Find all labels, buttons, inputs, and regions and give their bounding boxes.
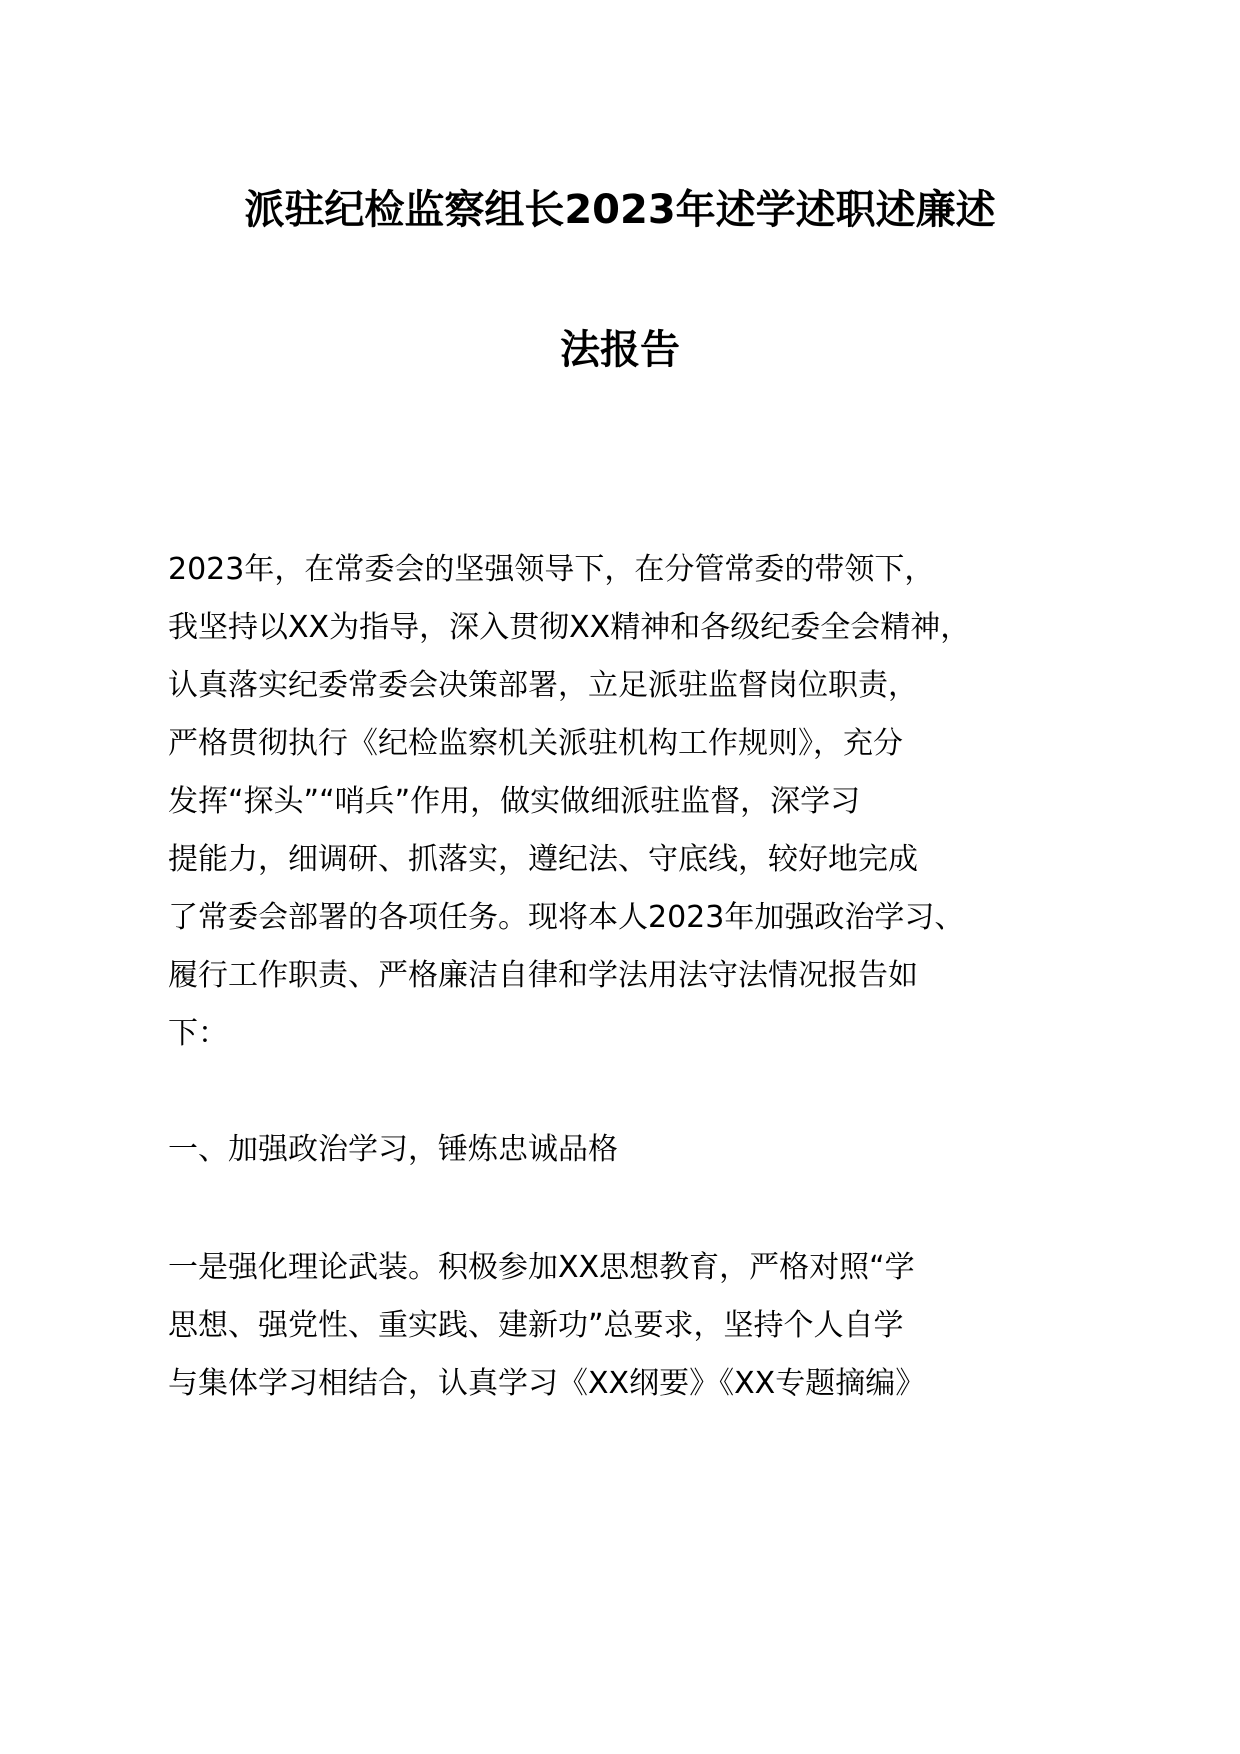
paragraph-line: 我坚持以XX为指导，深入贯彻XX精神和各级纪委全会精神， xyxy=(168,610,971,645)
paragraph-line: 2023年，在常委会的坚强领导下，在分管常委的带领下， xyxy=(168,552,935,587)
paragraph-line: 了常委会部署的各项任务。现将本人2023年加强政治学习、 xyxy=(168,900,965,935)
paragraph-line: 认真落实纪委常委会决策部署，立足派驻监督岗位职责， xyxy=(168,668,918,703)
section-heading: 一、加强政治学习，锤炼忠诚品格 xyxy=(168,1132,618,1167)
document-title-line-1: 派驻纪检监察组长2023年述学述职述廉述 xyxy=(244,187,996,233)
paragraph-line: 思想、强党性、重实践、建新功”总要求，坚持个人自学 xyxy=(168,1308,904,1343)
paragraph-line: 履行工作职责、严格廉洁自律和学法用法守法情况报告如 xyxy=(168,958,918,993)
paragraph-line: 提能力，细调研、抓落实，遵纪法、守底线，较好地完成 xyxy=(168,842,918,877)
document-title-line-2: 法报告 xyxy=(560,327,680,373)
paragraph-line: 发挥“探头”“哨兵”作用，做实做细派驻监督，深学习 xyxy=(168,784,861,819)
paragraph-line: 严格贯彻执行《纪检监察机关派驻机构工作规则》，充分 xyxy=(168,726,903,761)
paragraph-line: 下： xyxy=(168,1016,228,1051)
paragraph-line: 一是强化理论武装。积极参加XX思想教育，严格对照“学 xyxy=(168,1250,915,1285)
paragraph-line: 与集体学习相结合，认真学习《XX纲要》《XX专题摘编》 xyxy=(168,1366,926,1401)
